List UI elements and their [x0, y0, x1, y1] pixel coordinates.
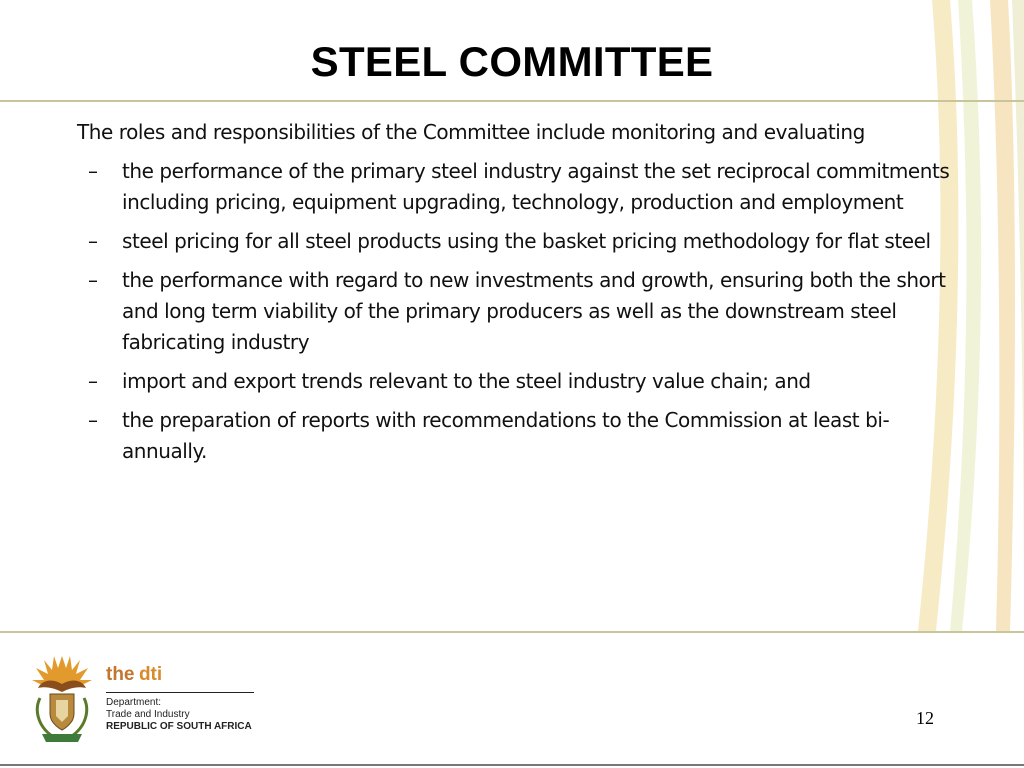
bullet-text: the performance with regard to new investments and growth, ensuring both the short and long term viability of the primary producers as well as the downstream steel fabricating industry [122, 268, 946, 354]
bullet-text: the preparation of reports with recommendations to the Commission at least bi-annually. [122, 408, 890, 463]
department-line3: REPUBLIC OF SOUTH AFRICA [106, 721, 252, 732]
bullet-list [77, 156, 967, 467]
department-line2: Trade and Industry [106, 709, 190, 720]
page-number: 12 [916, 708, 934, 728]
logo-dti-text: dti [138, 664, 163, 685]
title-divider [0, 100, 1024, 102]
bullet-dash: – [88, 229, 98, 253]
slide-title: STEEL COMMITTEE [310, 38, 714, 85]
bullet-item [77, 156, 967, 218]
bullet-dash: – [88, 408, 98, 432]
logo-the-text: the [106, 664, 135, 685]
bullet-item [77, 226, 967, 257]
dti-logo [106, 664, 162, 686]
bullet-item [77, 405, 967, 467]
department-line1: Department: [106, 697, 162, 708]
bullet-dash: – [88, 369, 98, 393]
bullet-text: import and export trends relevant to the steel industry value chain; and [122, 369, 811, 393]
intro-text: The roles and responsibilities of the Committee include monitoring and evaluating [77, 120, 865, 144]
bullet-text: the performance of the primary steel industry against the set reciprocal commitments including pricing, equipment upgrading, technology, production and employment [122, 159, 950, 214]
bullet-text: steel pricing for all steel products using the basket pricing methodology for flat steel [122, 229, 931, 253]
bullet-item [77, 366, 967, 397]
department-label [106, 697, 252, 733]
bullet-item [77, 265, 967, 358]
logo-underline [106, 692, 254, 693]
footer-divider [0, 631, 1024, 633]
bottom-edge-line [0, 764, 1024, 766]
slide-body [77, 117, 967, 475]
bullet-dash: – [88, 268, 98, 292]
bullet-dash: – [88, 159, 98, 183]
